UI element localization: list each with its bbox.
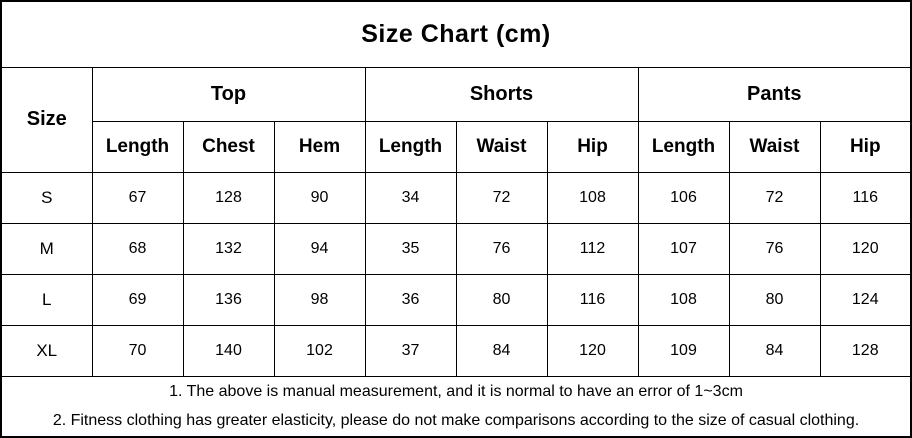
col-header-pants-waist: Waist	[729, 122, 820, 172]
col-header-top-chest: Chest	[183, 122, 274, 172]
table-row-l	[1, 274, 911, 325]
measurement-cell: 70	[92, 325, 183, 376]
title-row	[1, 1, 911, 68]
group-header-pants: Pants	[638, 68, 911, 122]
notes-row	[1, 376, 911, 437]
col-header-pants-hip: Hip	[820, 122, 911, 172]
measurement-cell: 108	[547, 172, 638, 223]
measurement-cell: 106	[638, 172, 729, 223]
measurement-cell: 84	[729, 325, 820, 376]
table-row-xl	[1, 325, 911, 376]
col-header-shorts-length: Length	[365, 122, 456, 172]
measurement-cell: 136	[183, 274, 274, 325]
measurement-cell: 116	[820, 172, 911, 223]
table-row-s	[1, 172, 911, 223]
measurement-cell: 120	[820, 223, 911, 274]
size-cell: S	[1, 172, 92, 223]
measurement-cell: 116	[547, 274, 638, 325]
col-header-shorts-hip: Hip	[547, 122, 638, 172]
measurement-cell: 140	[183, 325, 274, 376]
measurement-cell: 128	[183, 172, 274, 223]
measurement-cell: 90	[274, 172, 365, 223]
size-cell: M	[1, 223, 92, 274]
measurement-cell: 132	[183, 223, 274, 274]
measurement-cell: 107	[638, 223, 729, 274]
chart-title: Size Chart (cm)	[1, 1, 911, 68]
measurement-cell: 76	[729, 223, 820, 274]
note-line-1: 1. The above is manual measurement, and it is normal to have an error of 1~3cm	[169, 383, 743, 401]
measurement-cell: 34	[365, 172, 456, 223]
measurement-cell: 128	[820, 325, 911, 376]
measurement-cell: 80	[456, 274, 547, 325]
measurement-cell: 35	[365, 223, 456, 274]
measurement-cell: 124	[820, 274, 911, 325]
col-header-top-length: Length	[92, 122, 183, 172]
size-cell: XL	[1, 325, 92, 376]
measurement-cell: 120	[547, 325, 638, 376]
measurement-cell: 112	[547, 223, 638, 274]
col-header-pants-length: Length	[638, 122, 729, 172]
size-column-header: Size	[1, 68, 92, 172]
measurement-cell: 98	[274, 274, 365, 325]
col-header-top-hem: Hem	[274, 122, 365, 172]
size-cell: L	[1, 274, 92, 325]
measurement-cell: 37	[365, 325, 456, 376]
col-header-shorts-waist: Waist	[456, 122, 547, 172]
sub-header-row	[1, 122, 911, 172]
measurement-cell: 84	[456, 325, 547, 376]
measurement-cell: 109	[638, 325, 729, 376]
notes-cell	[1, 376, 911, 437]
measurement-cell: 102	[274, 325, 365, 376]
measurement-cell: 76	[456, 223, 547, 274]
measurement-cell: 69	[92, 274, 183, 325]
table-row-m	[1, 223, 911, 274]
group-header-row	[1, 68, 911, 122]
measurement-cell: 36	[365, 274, 456, 325]
group-header-shorts: Shorts	[365, 68, 638, 122]
measurement-cell: 67	[92, 172, 183, 223]
measurement-cell: 80	[729, 274, 820, 325]
measurement-cell: 108	[638, 274, 729, 325]
group-header-top: Top	[92, 68, 365, 122]
measurement-cell: 72	[456, 172, 547, 223]
measurement-cell: 68	[92, 223, 183, 274]
note-line-2: 2. Fitness clothing has greater elasticity, please do not make comparisons according to the size of casual clothing.	[52, 412, 860, 430]
measurement-cell: 94	[274, 223, 365, 274]
measurement-cell: 72	[729, 172, 820, 223]
